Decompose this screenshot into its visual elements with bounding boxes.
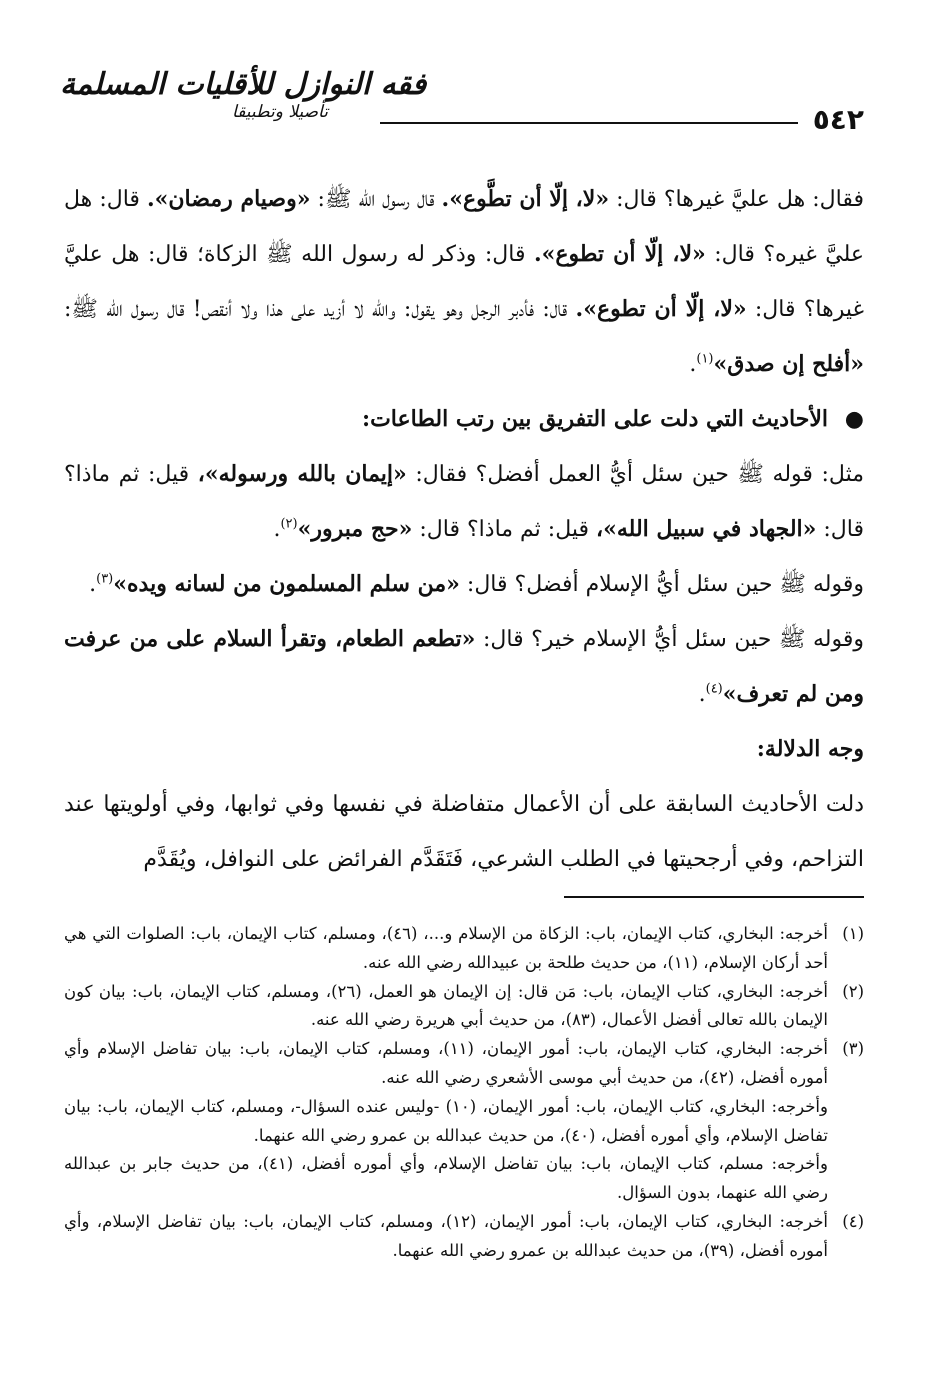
hadith-quote: «الجهاد في سبيل الله»، xyxy=(596,516,817,542)
footnote-number: (٤) xyxy=(842,1211,864,1231)
text-run: . xyxy=(273,517,281,542)
footnote-number: (٣) xyxy=(842,1039,864,1059)
text-run: قال: فأدبر الرجل وهو يقول: والله لا أزيد على هذا ولا أنقص! قال رسول الله ﷺ: xyxy=(64,297,576,322)
text-run: فقال: هل عليَّ غيرها؟ قال: xyxy=(609,187,864,212)
footnote-text: وأخرجه: البخاري، كتاب الإيمان، باب: أمور الإيمان، (١٠) -وليس عنده السؤال-، ومسلم، كتاب الإيمان، باب: بيان تفاضل الإسلام، وأي أموره أفضل، (٤٠)، من حديث عبدالله بن عمرو رضي الله عنهما. xyxy=(64,1096,828,1145)
text-run: قيل: ثم ماذا؟ قال: xyxy=(64,462,864,542)
text-run: وقوله ﷺ حين سئل أيُّ الإسلام أفضل؟ قال: xyxy=(459,572,864,597)
footnote-4 xyxy=(64,1208,864,1266)
text-run: قال: وذكر له رسول الله ﷺ الزكاة؛ قال: هل عليَّ غيرها؟ قال: xyxy=(64,242,864,322)
text-run: . xyxy=(89,572,97,597)
footnote-ref[interactable]: (٢) xyxy=(280,516,298,532)
book-subtitle: تأصيلا وتطبيقا xyxy=(232,101,328,122)
footnote-text: أخرجه: البخاري، كتاب الإيمان، باب: أمور الإيمان، (١٢)، ومسلم، كتاب الإيمان، باب: بيان تفاضل الإسلام، وأي أموره أفضل، (٣٩)، من حديث عبدالله بن عمرو رضي الله عنهما. xyxy=(64,1211,828,1260)
bullet-icon: ● xyxy=(844,406,864,432)
hadith-quote: «لا، إلّا أن تطوع». xyxy=(533,241,706,267)
hadith-quote: «تطعم الطعام، وتقرأ السلام على من عرفت ومن لم تعرف» xyxy=(64,626,864,707)
footnote-separator xyxy=(564,896,864,898)
paragraph-hadith-1 xyxy=(64,172,864,392)
text-run: قيل: ثم ماذا؟ قال: xyxy=(412,517,597,542)
text-run: . xyxy=(689,352,697,377)
footnote-text: أخرجه: البخاري، كتاب الإيمان، باب: مَن قال: إن الإيمان هو العمل، (٢٦)، ومسلم، كتاب الإيمان، باب: بيان كون الإيمان بالله تعالى أفضل الأعمال، (٨٣)، من حديث أبي هريرة رضي الله عنه. xyxy=(64,981,828,1030)
book-title-logo xyxy=(60,66,427,156)
paragraph-hadith-3 xyxy=(64,557,864,612)
hadith-quote: «لا، إلّا أن تطوع». xyxy=(575,296,747,322)
footnote-number: (٢) xyxy=(842,981,864,1001)
hadith-quote: «وصيام رمضان». xyxy=(146,186,311,212)
paragraph-hadith-4 xyxy=(64,612,864,722)
text-run: وقوله ﷺ حين سئل أيُّ الإسلام خير؟ قال: xyxy=(475,627,865,652)
main-text xyxy=(64,172,864,887)
footnote-ref[interactable]: (٤) xyxy=(705,681,723,697)
footnote-text: أخرجه: البخاري، كتاب الإيمان، باب: أمور الإيمان، (١١)، ومسلم، كتاب الإيمان، باب: بيان تفاضل الإسلام وأي أموره أفضل، (٤٢)، من حديث أبي موسى الأشعري رضي الله عنه. xyxy=(64,1039,828,1087)
book-title: فقه النوازل للأقليات المسلمة xyxy=(60,67,427,102)
hadith-quote: «لا، إلّا أن تطَّوع». xyxy=(441,186,610,212)
footnote-text: وأخرجه: مسلم، كتاب الإيمان، باب: بيان تفاضل الإسلام، وأي أموره أفضل، (٤١)، من حديث جابر بن عبدالله رضي الله عنهما، بدون السؤال. xyxy=(64,1154,828,1203)
footnotes xyxy=(64,920,864,1266)
hadith-quote: «أفلح إن صدق» xyxy=(713,351,864,377)
section-heading: وجه الدلالة: xyxy=(756,736,864,762)
hadith-quote: «إيمان بالله ورسوله»، xyxy=(197,461,407,487)
footnote-number: (١) xyxy=(842,924,864,943)
footnote-3-continued-b xyxy=(64,1150,864,1208)
header-rule xyxy=(380,122,798,124)
footnote-ref[interactable]: (٣) xyxy=(96,571,114,587)
hadith-quote: «من سلم المسلمون من لسانه ويده» xyxy=(113,571,460,597)
footnote-3-continued-a xyxy=(64,1093,864,1151)
footnote-1 xyxy=(64,920,864,978)
footnote-2 xyxy=(64,978,864,1036)
text-run: قال: هل عليَّ غيره؟ قال: xyxy=(64,187,865,267)
paragraph-explanation: دلت الأحاديث السابقة على أن الأعمال متفاضلة في نفسها وفي ثوابها، وفي أولويتها عند التزاحم، وفي أرجحيتها في الطلب الشرعي، فَتَقَدَّم الفرائض على النوافل، ويُقَدَّم xyxy=(64,792,864,872)
footnote-3 xyxy=(64,1035,864,1093)
hadith-quote: «حج مبرور» xyxy=(297,516,413,542)
bullet-heading-text: الأحاديث التي دلت على التفريق بين رتب الطاعات: xyxy=(361,406,828,432)
bullet-heading xyxy=(64,392,864,447)
footnote-ref[interactable]: (١) xyxy=(696,351,714,367)
text-run: . xyxy=(698,682,706,707)
page-number: ٥٤٢ xyxy=(812,103,864,136)
footnote-text: أخرجه: البخاري، كتاب الإيمان، باب: الزكاة من الإسلام و...، (٤٦)، ومسلم، كتاب الإيمان، باب: الصلوات التي هي أحد أركان الإسلام، (١١)، من حديث طلحة بن عبيدالله رضي الله عنه. xyxy=(64,924,828,972)
paragraph-hadith-2 xyxy=(64,447,864,557)
text-run: قال رسول الله ﷺ: xyxy=(310,187,442,212)
page-header xyxy=(60,66,864,156)
text-run: مثل: قوله ﷺ حين سئل أيُّ العمل أفضل؟ فقال: xyxy=(406,462,864,487)
